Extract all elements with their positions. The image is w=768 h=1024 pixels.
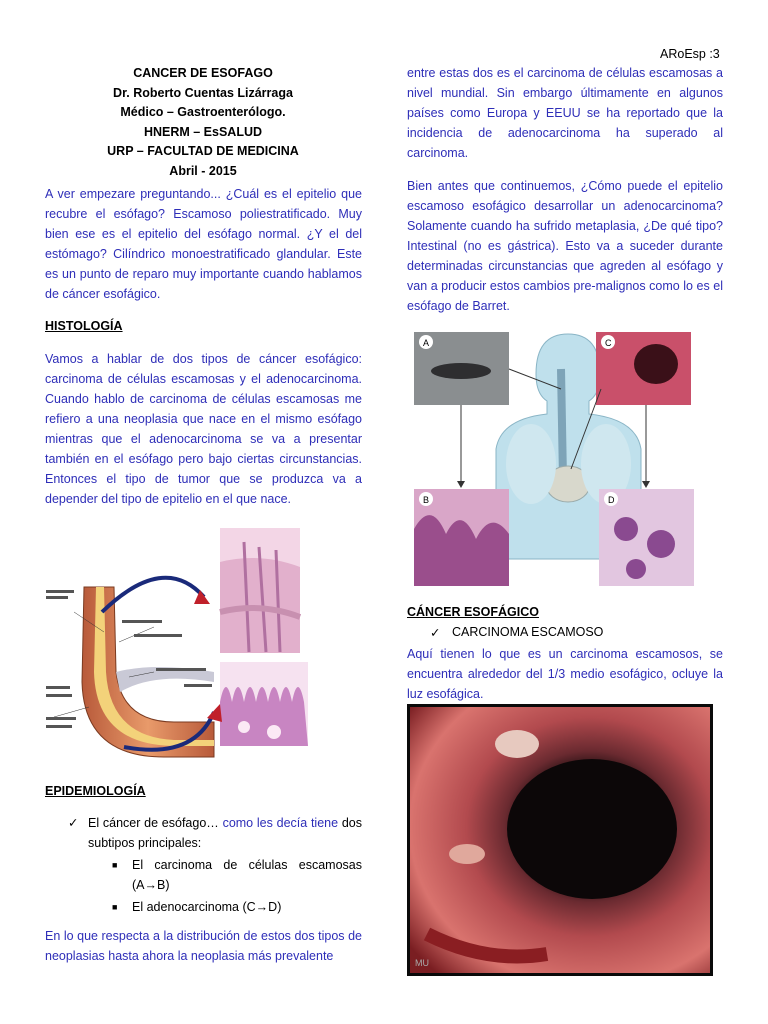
check-icon: ✓ (68, 816, 79, 830)
panel-c-label: C (605, 338, 612, 348)
cancer-heading: CÁNCER ESOFÁGICO (407, 605, 539, 619)
panel-a-label: A (423, 338, 430, 348)
histology-figure-svg (44, 522, 362, 762)
author-role: Médico – Gastroenterólogo. (120, 105, 286, 119)
histologia-heading: HISTOLOGÍA (45, 319, 123, 333)
document-header (45, 64, 361, 181)
histologia-paragraph: Vamos a hablar de dos tipos de cáncer esofágico: carcinoma de células escamosas y el adenocarcinoma. Cuando hablo de carcinoma de células escamosas me refiero a una neoplasia que nace en el mismo esófago mientras que el adenocarcinoma se va a presentar también en el esófago pero bajo ciertas circunstancias. Entonces el tipo de tumor que se produzca va a depender del tipo de epitelio en el que nace. (45, 352, 362, 506)
endoscopy-svg (407, 704, 713, 976)
epidemiologia-check-text-b: como les decía tiene (222, 816, 339, 830)
bullet-icon: ■ (112, 860, 118, 870)
document-title: CANCER DE ESOFAGO (133, 66, 273, 80)
endoscopy-watermark: MU (415, 958, 429, 968)
panel-d-label: D (608, 495, 615, 505)
epidemiologia-check-text-c: dos subtipos principales: (88, 816, 362, 850)
panel-b-label: B (423, 495, 430, 505)
carcinoma-paragraph: Aquí tienen lo que es un carcinoma escamosos, se encuentra alrededor del 1/3 medio esofágico, ocluye la luz esofágica. (407, 647, 723, 701)
histology-figure (44, 522, 362, 762)
carcinoma-subheading-row (430, 625, 603, 640)
bullet-icon: ■ (112, 902, 118, 912)
endoscopy-image (407, 704, 713, 976)
barrett-figure-svg (411, 329, 725, 588)
institution: HNERM – EsSALUD (143, 124, 263, 139)
bullet-squamous: El carcinoma de células escamosas (A→B) (132, 858, 362, 892)
carcinoma-subheading: CARCINOMA ESCAMOSO (452, 625, 604, 639)
epidemiologia-paragraph: En lo que respecta a la distribución de estos dos tipos de neoplasias hasta ahora la neoplasia más prevalente (45, 929, 362, 963)
page-number: ARoEsp :3 (660, 47, 720, 61)
check-icon: ✓ (430, 626, 441, 640)
bullet-adeno: El adenocarcinoma (C→D) (132, 900, 282, 914)
esophageal-lumen (507, 759, 677, 899)
barrett-figure (411, 329, 725, 588)
faculty: URP – FACULTAD DE MEDICINA (107, 144, 299, 158)
epidemiologia-check-text-a: El cáncer de esófago… (88, 816, 219, 830)
epidemiologia-list (68, 813, 362, 917)
intro-paragraph: A ver empezare preguntando... ¿Cuál es el epitelio que recubre el esófago? Escamoso poliestratificado. Muy bien ese es el epitelio del esófago normal. ¿Y el del estómago? Cilíndrico monoestratificado glandular. Este es un punto de reparo muy importante cuando hablamos de cáncer esofágico. (45, 187, 362, 301)
metaplasia-paragraph: Bien antes que continuemos, ¿Cómo puede el epitelio escamoso esofágico desarrollar un adenocarcinoma? Solamente cuando ha sufrido metaplasia, ¿De qué tipo? Intestinal (no es gástrica). Esto va a suceder durante determinadas circunstancias que agreden al esófago y van a producir estos cambios pre-malignos como lo es el esófago de Barret. (407, 179, 723, 313)
right-continuation-paragraph: entre estas dos es el carcinoma de células escamosas a nivel mundial. Sin embargo últimamente en algunos países como Europa y EEUU se ha reportado que la incidencia de adenocarcinoma ha superado al carcinoma. (407, 66, 723, 160)
date: Abril - 2015 (169, 163, 237, 178)
author-name: Dr. Roberto Cuentas Lizárraga (113, 85, 293, 100)
epidemiologia-heading: EPIDEMIOLOGÍA (45, 784, 146, 798)
